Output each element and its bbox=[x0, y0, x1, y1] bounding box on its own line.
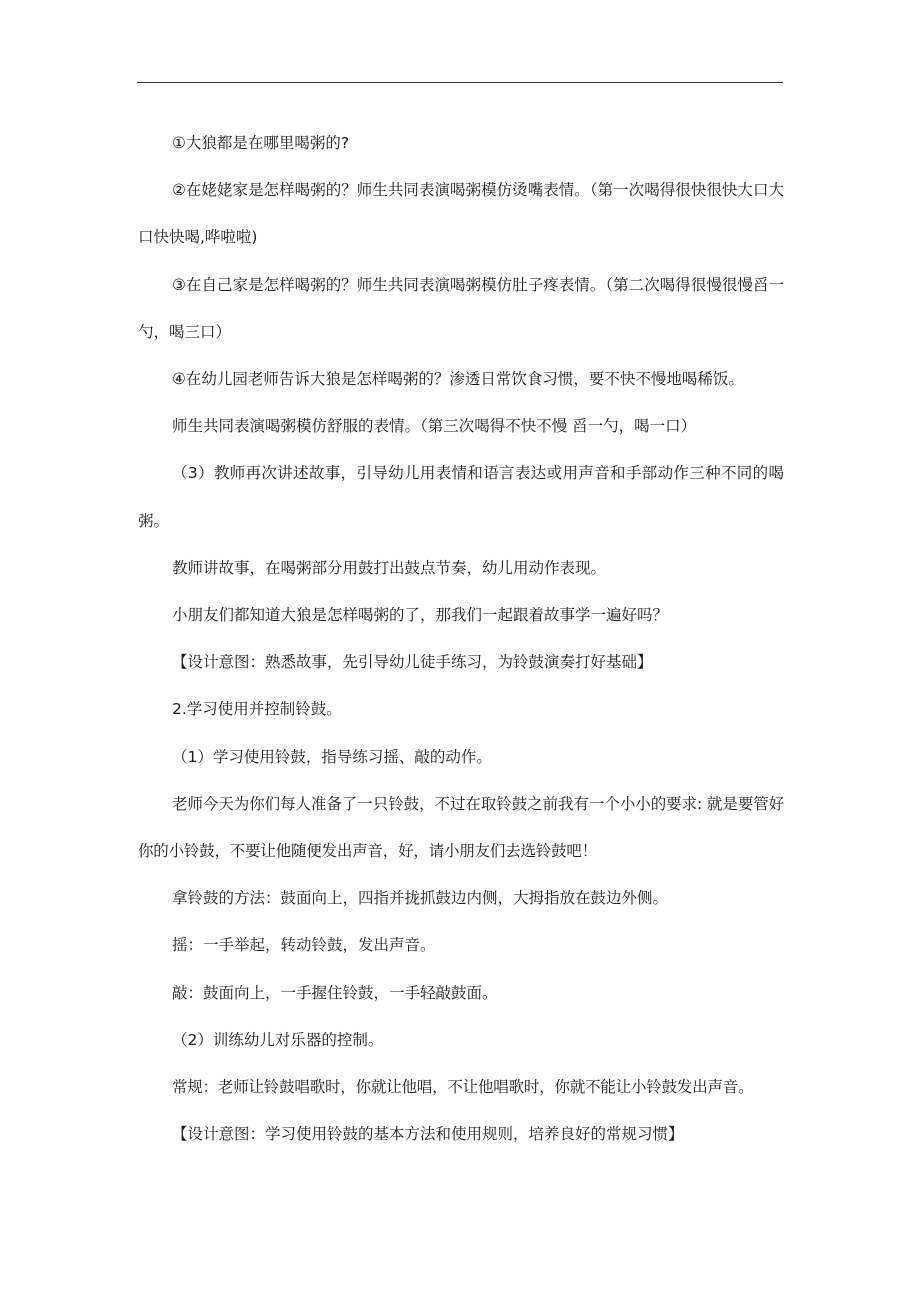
header-rule bbox=[137, 82, 783, 83]
paragraph-step-3: （3）教师再次讲述故事，引导幼儿用表情和语言表达或用声音和手部动作三种不同的喝粥。 bbox=[138, 464, 784, 530]
document-body bbox=[138, 120, 784, 1158]
paragraph-drum-story: 教师讲故事，在喝粥部分用鼓打出鼓点节奏，幼儿用动作表现。 bbox=[172, 558, 607, 577]
paragraph-tap: 敲：鼓面向上，一手握住铃鼓，一手轻敲鼓面。 bbox=[172, 983, 498, 1002]
paragraph-teacher-request: 老师今天为你们每人准备了一只铃鼓，不过在取铃鼓之前我有一个小小的要求: 就是要管好你的小铃鼓，不要让他随便发出声音，好，请小朋友们去选铃鼓吧！ bbox=[138, 794, 784, 861]
paragraph-question-3: ③在自己家是怎样喝粥的？师生共同表演喝粥模仿肚子疼表情。（第二次喝得很慢很慢舀一勺，喝三口） bbox=[138, 275, 784, 341]
paragraph-routine: 常规：老师让铃鼓唱歌时，你就让他唱，不让他唱歌时，你就不能让小铃鼓发出声音。 bbox=[172, 1078, 754, 1097]
paragraph-question-2: ②在姥姥家是怎样喝粥的？师生共同表演喝粥模仿烫嘴表情。（第一次喝得很快很快大口大口快快喝,哗啦啦) bbox=[138, 181, 784, 247]
section-heading-2: 2.学习使用并控制铃鼓。 bbox=[172, 700, 342, 719]
paragraph-performance: 师生共同表演喝粥模仿舒服的表情。（第三次喝得不快不慢 舀一勺，喝一口） bbox=[172, 417, 697, 436]
paragraph-holding-method: 拿铃鼓的方法：鼓面向上，四指并拢抓鼓边内侧，大拇指放在鼓边外侧。 bbox=[172, 889, 669, 908]
paragraph-shake: 摇：一手举起，转动铃鼓，发出声音。 bbox=[172, 936, 436, 955]
paragraph-question-4: ④在幼儿园老师告诉大狼是怎样喝粥的？渗透日常饮食习惯，要不快不慢地喝稀饭。 bbox=[172, 370, 744, 389]
paragraph-invitation: 小朋友们都知道大狼是怎样喝粥的了，那我们一起跟着故事学一遍好吗？ bbox=[172, 606, 669, 625]
paragraph-question-1: ①大狼都是在哪里喝粥的? bbox=[172, 134, 350, 152]
paragraph-design-intent-2: 【设计意图：学习使用铃鼓的基本方法和使用规则，培养良好的常规习惯】 bbox=[172, 1125, 684, 1144]
paragraph-substep-2: （2）训练幼儿对乐器的控制。 bbox=[172, 1030, 384, 1049]
paragraph-substep-1: （1）学习使用铃鼓，指导练习摇、敲的动作。 bbox=[172, 747, 492, 766]
paragraph-design-intent-1: 【设计意图：熟悉故事，先引导幼儿徒手练习，为铃鼓演奏打好基础】 bbox=[172, 653, 653, 672]
